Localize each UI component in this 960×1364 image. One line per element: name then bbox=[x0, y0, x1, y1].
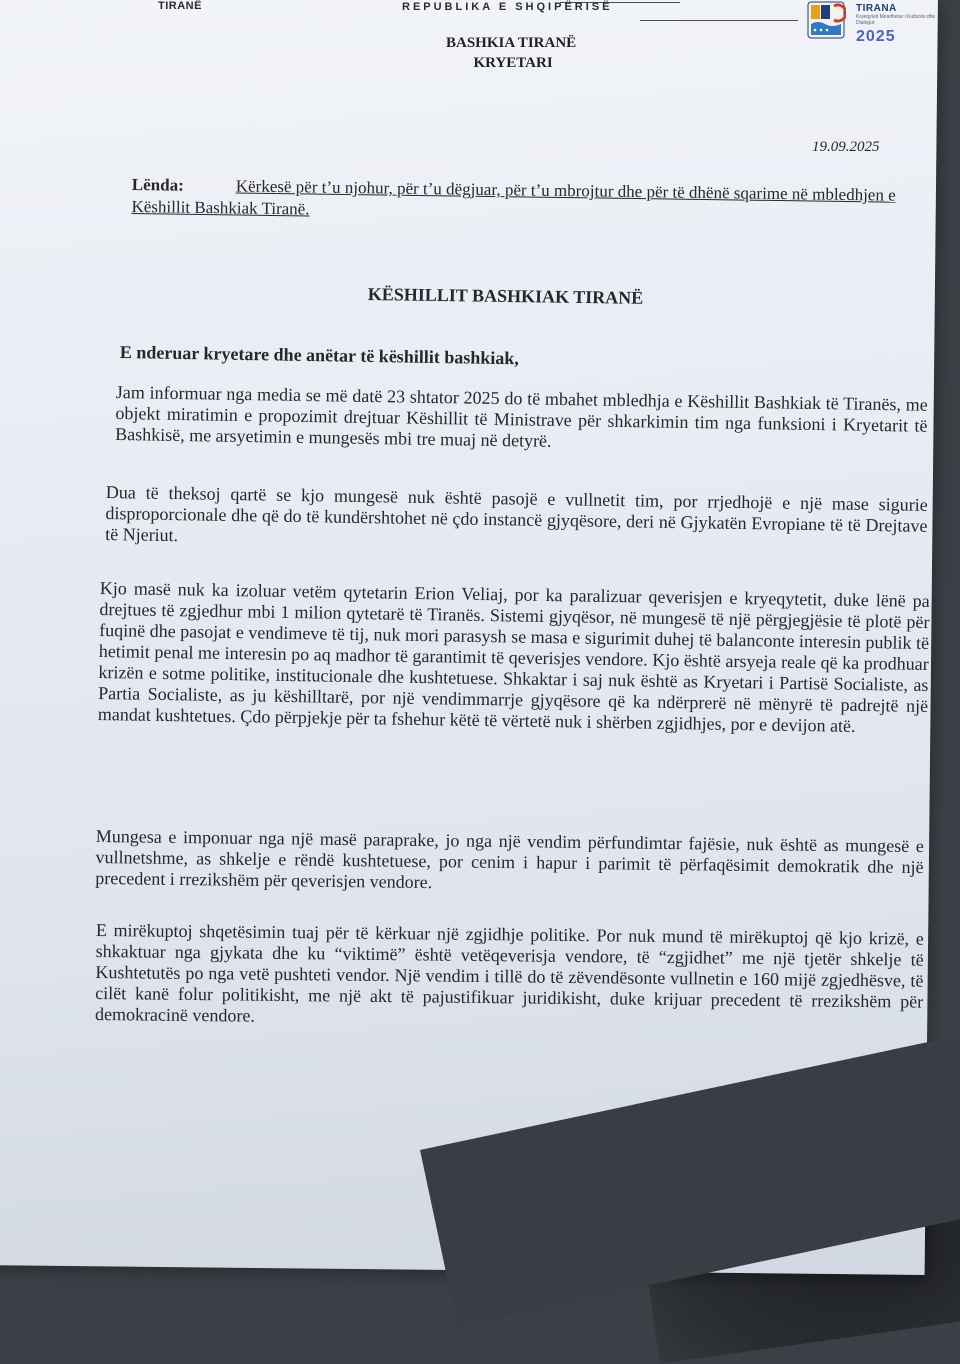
body-paragraph: Mungesa e imponuar nga një masë paraprake, jo nga një vendim përfundimtar fajësie, nuk është as mungesë e vullnetshme, as shkelje e rëndë kushtetuese, por cenim i hapur i parimit të përfaqësimit demokratik dhe një precedent i rrezikshëm për qeverisjen vendore. bbox=[95, 826, 924, 893]
municipality-name: BASHKIA TIRANË bbox=[446, 35, 577, 51]
subject-text: Kërkesë për t’u njohur, për t’u dëgjuar, për t’u mbrojtur dhe për të dhënë sqarime në mbledhjen e Këshillit Bashkiak Tiranë. bbox=[131, 176, 896, 219]
letter-date: 19.09.2025 bbox=[812, 139, 880, 155]
body-paragraph: Jam informuar nga media se më datë 23 shtator 2025 do të mbahet mbledhja e Këshillit Bashkiak të Tiranës, me objekt miratimin e propozimit drejtuar Këshillit të Ministrave për shkarkimin tim nga funksioni i Kryetarit të Bashkisë, me arsyetimin e mungesës mbi tre muaj në detyrë. bbox=[115, 382, 928, 451]
logo-year: 2025 bbox=[856, 28, 896, 45]
tirana-capital-logo-icon bbox=[806, 0, 846, 40]
logo-title: TIRANA bbox=[856, 3, 897, 14]
header-republic: REPUBLIKA E SHQIPËRISË bbox=[402, 1, 613, 13]
header-municipality-block bbox=[446, 33, 576, 73]
body-paragraph: Dua të theksoj qartë se kjo mungesë nuk është pasojë e vullnetit tim, por rrjedhojë e një mase sigurie disproporcionale dhe që do të kundërshtohet në çdo instancë gjyqësore, deri në Gjykatën Evropiane të të Drejtave të Njeriut. bbox=[105, 482, 928, 546]
subject-label: Lënda: bbox=[131, 174, 184, 195]
header-rule-right bbox=[640, 20, 798, 21]
logo-subtitle: Kryeqyteti Mesdhetar i Kulturës dhe Dialogut bbox=[856, 14, 936, 26]
body-paragraph: E mirëkuptoj shqetësimin tuaj për të kërkuar një zgjidhje politike. Por nuk mund të mirëkuptoj që kjo krizë, e shkaktuar nga gjykata dhe ku “viktimë” është vetëqeverisja vendore, të “zgjidhet” me një tjetër shkelje të Kushtetutës po nga vetë pushteti vendor. Një vendim i tillë do të zëvendësonte vullnetin e 160 mijë zgjedhësve, të cilët kanë folur politikisht, me një akt të pajustifikuar juridikisht, duke krijuar precedent të rrezikshëm për demokracinë vendore. bbox=[94, 920, 924, 1026]
body-paragraph: Kjo masë nuk ka izoluar vetëm qytetarin Erion Veliaj, por ka paralizuar qeverisjen e kryeqytetit, duke lënë pa drejtues të zgjedhur mbi 1 milion qytetarë të Tiranës. Sistemi gjyqësor, në mungesë të një përgjegjësie të plotë për fuqinë dhe pasojat e vendimeve të tij, nuk mori parasysh se masa e sigurimit duhej të balanconte interesin publik të hetimit penal me interesin po aq madhor të garantimit të qeverisjes vendore. Kjo është arsyeja reale që ka prodhuar krizën e sotme politike, institucionale dhe kushtetuese. Shkaktar i saj nuk është as Kryetari i Partisë Socialiste, as Partia Socialiste, as ju këshilltarë, por një vendimmarrje gjyqësore që ka ndërprerë në mënyrë të padrejtë një mandat kushtetues. Çdo përpjekje për ta fshehur këtë të vërtetë nuk i shërben zgjidhjes, por e devijon atë. bbox=[97, 578, 930, 736]
office-name: KRYETARI bbox=[473, 55, 553, 71]
header-city-label: TIRANË bbox=[158, 0, 202, 12]
addressee-heading: KËSHILLIT BASHKIAK TIRANË bbox=[367, 284, 644, 308]
salutation: E nderuar kryetare dhe anëtar të këshillit bashkiak, bbox=[119, 342, 519, 369]
subject-line bbox=[131, 174, 912, 229]
logo-caption bbox=[856, 3, 936, 46]
